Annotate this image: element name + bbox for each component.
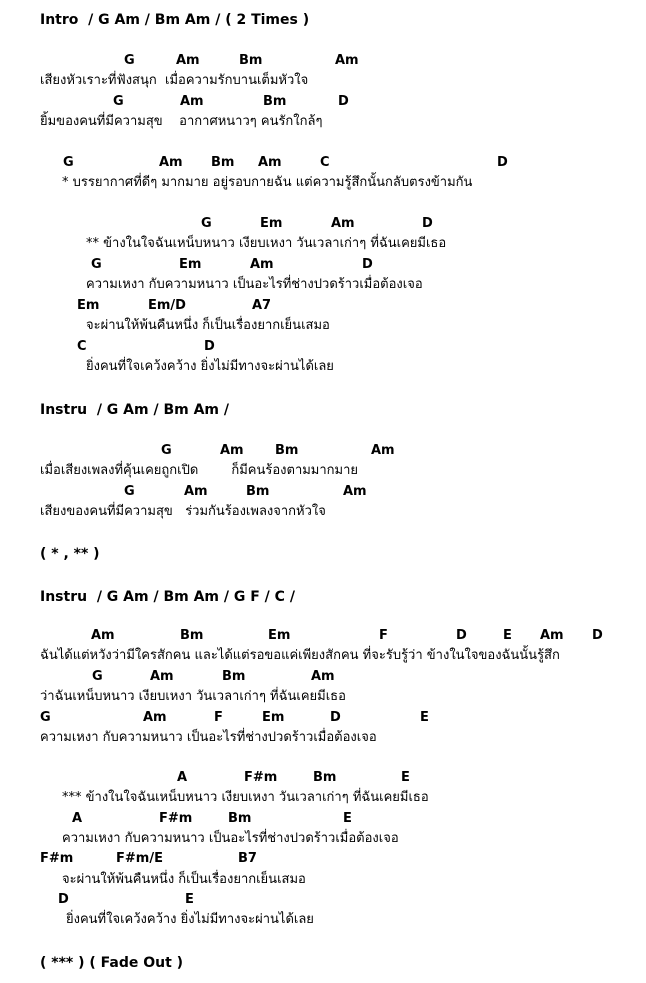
chord: E — [420, 710, 429, 725]
chord: D — [362, 257, 373, 272]
chord: Am — [159, 155, 183, 170]
chord: E — [343, 811, 352, 826]
chord: Am — [331, 216, 355, 231]
chord: Bm — [180, 628, 204, 643]
instrumental-line: Instru / G Am / Bm Am / — [40, 402, 229, 418]
chord: F#m/E — [116, 851, 163, 866]
chord: Am — [176, 53, 200, 68]
chord: D — [497, 155, 508, 170]
chord: Am — [180, 94, 204, 109]
lyric-line: ความเหงา กับความหนาว เป็นอะไรที่ช่างปวดร้าวเมื่อต้องเจอ — [86, 277, 423, 292]
chord: G — [91, 257, 102, 272]
chord: D — [204, 339, 215, 354]
chord: Bm — [246, 484, 270, 499]
chord: Am — [311, 669, 335, 684]
lyric-line: ยิ่งคนที่ใจเคว้งคว้าง ยิ่งไม่มีทางจะผ่านได้เลย — [86, 359, 334, 374]
chord: G — [124, 53, 135, 68]
chord: A — [72, 811, 83, 826]
chord: Bm — [222, 669, 246, 684]
chord: Bm — [313, 770, 337, 785]
lyric-line: ยิ้มของคนที่มีความสุข อากาศหนาวๆ คนรักใกล้ๆ — [40, 114, 323, 129]
chord: D — [592, 628, 603, 643]
chord: Em — [260, 216, 283, 231]
chord: Em — [262, 710, 285, 725]
chord: Em — [77, 298, 100, 313]
repeat-marker: ( * , ** ) — [40, 546, 100, 562]
chord: C — [320, 155, 330, 170]
chord: Em — [179, 257, 202, 272]
chord: Bm — [239, 53, 263, 68]
chord: D — [338, 94, 349, 109]
lyric-line: เสียงหัวเราะที่ฟังสนุก เมื่อความรักบานเต็มหัวใจ — [40, 73, 309, 88]
lyric-line: ความเหงา กับความหนาว เป็นอะไรที่ช่างปวดร้าวเมื่อต้องเจอ — [62, 831, 399, 846]
chord: D — [422, 216, 433, 231]
lyric-line: ยิ่งคนที่ใจเคว้งคว้าง ยิ่งไม่มีทางจะผ่านได้เลย — [66, 912, 314, 927]
chord: G — [124, 484, 135, 499]
chord: D — [58, 892, 69, 907]
chord: G — [201, 216, 212, 231]
chord: Am — [250, 257, 274, 272]
lyric-line: *** ข้างในใจฉันเหน็บหนาว เงียบเหงา วันเวลาเก่าๆ ที่ฉันเคยมีเธอ — [62, 790, 429, 805]
lyric-line: เสียงของคนที่มีความสุข ร่วมกันร้องเพลงจากหัวใจ — [40, 504, 326, 519]
outro-line: ( *** ) ( Fade Out ) — [40, 955, 184, 971]
chord: F — [379, 628, 388, 643]
chord: G — [40, 710, 51, 725]
chord: Bm — [211, 155, 235, 170]
instrumental-line: Instru / G Am / Bm Am / G F / C / — [40, 589, 295, 605]
chord: Am — [335, 53, 359, 68]
chord: F#m — [244, 770, 278, 785]
chord: Am — [91, 628, 115, 643]
chord: C — [77, 339, 87, 354]
chord: G — [92, 669, 103, 684]
chord: D — [456, 628, 467, 643]
chord: Am — [540, 628, 564, 643]
chord: E — [401, 770, 410, 785]
lyric-line: จะผ่านให้พ้นคืนหนึ่ง ก็เป็นเรื่องยากเย็นเสมอ — [86, 318, 330, 333]
chord: Am — [220, 443, 244, 458]
chord: Bm — [263, 94, 287, 109]
lyric-line: ความเหงา กับความหนาว เป็นอะไรที่ช่างปวดร้าวเมื่อต้องเจอ — [40, 730, 377, 745]
chord: E — [185, 892, 194, 907]
chord: Bm — [275, 443, 299, 458]
chord: G — [113, 94, 124, 109]
chord: Am — [184, 484, 208, 499]
chord: A7 — [252, 298, 272, 313]
chord: Bm — [228, 811, 252, 826]
chord: Am — [150, 669, 174, 684]
lyric-line: จะผ่านให้พ้นคืนหนึ่ง ก็เป็นเรื่องยากเย็นเสมอ — [62, 872, 306, 887]
chord: A — [177, 770, 188, 785]
chord: Em — [268, 628, 291, 643]
chord: E — [503, 628, 512, 643]
chord: Am — [258, 155, 282, 170]
lyric-line: * บรรยากาศที่ดีๆ มากมาย อยู่รอบกายฉัน แต่ความรู้สึกนั้นกลับตรงข้ามกัน — [62, 175, 473, 190]
lyric-line: เมื่อเสียงเพลงที่คุ้นเคยถูกเปิด ก็มีคนร้องตามมากมาย — [40, 463, 359, 478]
chord: F#m — [40, 851, 74, 866]
chord: G — [161, 443, 172, 458]
chord: Am — [371, 443, 395, 458]
chord: G — [63, 155, 74, 170]
chord: B7 — [238, 851, 257, 866]
lyric-line: ** ข้างในใจฉันเหน็บหนาว เงียบเหงา วันเวลาเก่าๆ ที่ฉันเคยมีเธอ — [86, 236, 447, 251]
chord: F#m — [159, 811, 193, 826]
chord: Am — [343, 484, 367, 499]
chord: Am — [143, 710, 167, 725]
chord: Em/D — [148, 298, 186, 313]
intro-line: Intro / G Am / Bm Am / ( 2 Times ) — [40, 12, 310, 28]
lyric-line: ว่าฉันเหน็บหนาว เงียบเหงา วันเวลาเก่าๆ ที่ฉันเคยมีเธอ — [40, 689, 346, 704]
chord: D — [330, 710, 341, 725]
chord: F — [214, 710, 223, 725]
lyric-line: ฉันได้แต่หวังว่ามีใครสักคน และได้แต่รอขอแค่เพียงสักคน ที่จะรับรู้ว่า ข้างในใจของฉันนั้นรู้สึก — [40, 648, 560, 663]
